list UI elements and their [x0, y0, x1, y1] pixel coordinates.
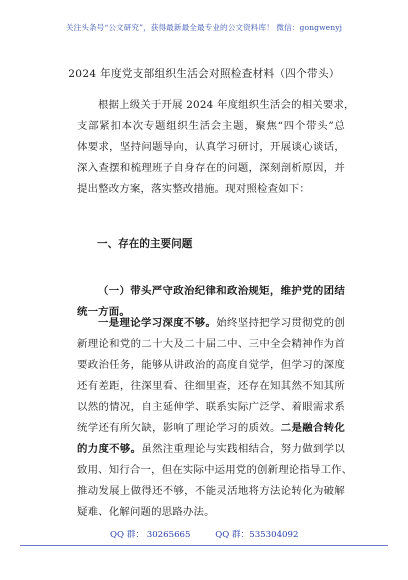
- document-title: 2024 年度党支部组织生活会对照检查材料（四个带头）: [68, 68, 340, 80]
- section-heading: 一、存在的主要问题: [97, 238, 193, 250]
- body-line: 要政治任务，能够从讲政治的高度自觉学，但学习的深度: [77, 359, 345, 371]
- body-line: 新理论和党的二十大及二十届二中、三中全会精神作为首: [77, 338, 345, 350]
- body-text: 统学还有所欠缺，影响了理论学习的质效。: [77, 422, 281, 434]
- body-line: [77, 418, 345, 439]
- body-paragraph-text: [77, 313, 353, 523]
- footer-qq-group-2: QQ 群：535304092: [215, 530, 299, 540]
- body-text: 虽然注重理论与实践相结合，努力做到学以: [141, 443, 345, 455]
- body-text: 始终坚持把学习贯彻党的创: [216, 317, 345, 329]
- intro-line: 根据上级关于开展 2024 年度组织生活会的相关要求，: [98, 99, 355, 111]
- subsection-line: 统一方面。: [77, 306, 130, 318]
- intro-line: 支部紧扣本次专题组织生活会主题，聚焦“四个带头”总: [77, 120, 345, 132]
- body-line: 推动发展上做得还不够，不能灵活地将方法论转化为破解: [77, 485, 345, 497]
- intro-paragraph: [77, 95, 355, 200]
- body-line: 还有差距，往深里看、往细里查，还存在知其然不知其所: [77, 380, 345, 392]
- body-line-1: [77, 313, 345, 334]
- point-one-lead: 一是理论学习深度不够。: [98, 317, 217, 329]
- header-banner: 关注头条号“公文研究”，获得最新最全最专业的公文资料库！ 微信：gongwenyj: [65, 23, 343, 32]
- intro-line: 提出整改方案，落实整改措施。现对照检查如下：: [77, 183, 310, 195]
- intro-line: 深入查摆和梳理班子自身存在的问题，深刻剖析原因，并: [77, 162, 345, 174]
- footer-divider: [20, 545, 388, 546]
- subsection-line: （一）带头严守政治纪律和政治规矩，维护党的团结: [98, 285, 345, 297]
- point-two-lead-cont: 的力度不够。: [77, 443, 142, 455]
- footer-contacts: [110, 528, 320, 540]
- body-line: 致用、知行合一，但在实际中运用党的创新理论指导工作、: [77, 464, 353, 476]
- body-line: [77, 439, 345, 460]
- footer-qq-group-1: QQ 群： 30265665: [110, 530, 191, 540]
- body-line: 疑难、化解问题的思路办法。: [77, 506, 215, 518]
- body-line: 以然的情况，自主延伸学、联系实际广泛学、着眼需求系: [77, 401, 345, 413]
- point-two-lead: 二是融合转化: [280, 422, 345, 434]
- intro-line: 体要求，坚持问题导向，认真学习研讨，开展谈心谈话，: [77, 141, 345, 153]
